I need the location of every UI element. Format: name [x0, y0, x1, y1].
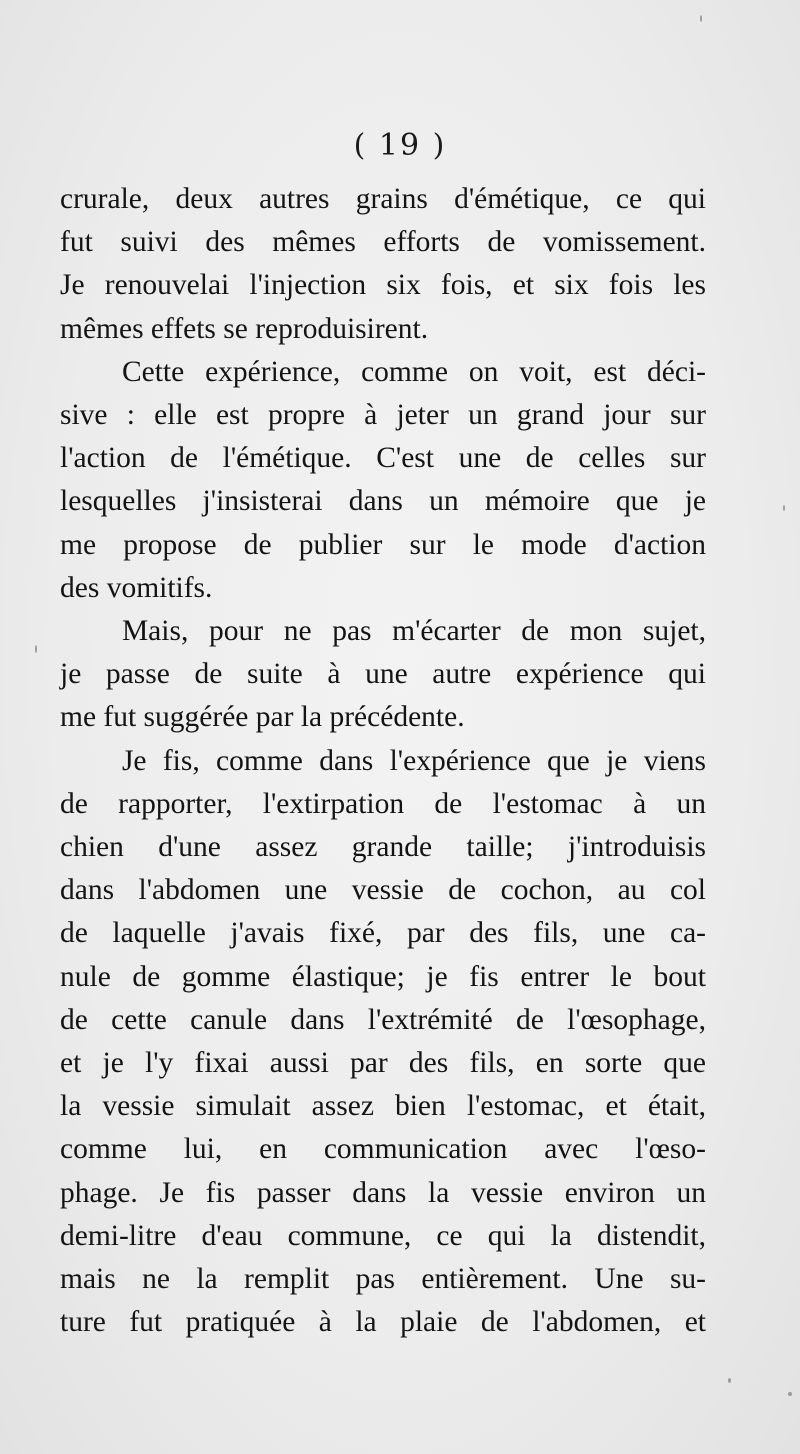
text-line: phage. Je fis passer dans la vessie environ un [60, 1176, 706, 1209]
text-line: de rapporter, l'extirpation de l'estomac à un [60, 787, 706, 820]
paper-speck [728, 1378, 731, 1383]
text-line: Je fis, comme dans l'expérience que je viens [121, 744, 706, 777]
text-line: de laquelle j'avais fixé, par des fils, une ca- [60, 917, 706, 950]
text-line: Mais, pour ne pas m'écarter de mon sujet, [121, 615, 706, 648]
text-line: mais ne la remplit pas entièrement. Une su- [60, 1263, 706, 1296]
text-line: je passe de suite à une autre expérience qui [60, 658, 706, 691]
body-text [60, 178, 706, 1344]
paper-speck [788, 1392, 792, 1396]
text-line: des vomitifs. [60, 571, 213, 604]
page-number: ( 19 ) [353, 128, 447, 163]
paper-speck [35, 645, 37, 653]
paragraph-1 [60, 178, 706, 351]
text-line: crurale, deux autres grains d'émétique, ce qui [60, 183, 706, 215]
text-line: mêmes effets se reproduisirent. [60, 312, 429, 345]
paper-speck [783, 505, 785, 511]
text-line: et je l'y fixai aussi par des fils, en sorte que [60, 1047, 706, 1080]
text-line: lesquelles j'insisterai dans un mémoire que je [60, 485, 706, 518]
text-line: Cette expérience, comme on voit, est déci- [121, 355, 706, 388]
text-line: demi-litre d'eau commune, ce qui la distendit, [60, 1219, 706, 1252]
paragraph-3 [60, 610, 706, 740]
text-line: chien d'une assez grande taille; j'introduisis [60, 831, 706, 864]
text-line: de cette canule dans l'extrémité de l'œsophage, [60, 1003, 706, 1036]
paragraph-2 [60, 351, 706, 610]
text-line: me propose de publier sur le mode d'action [60, 528, 706, 561]
text-line: dans l'abdomen une vessie de cochon, au col [60, 874, 706, 907]
paper-speck [700, 15, 702, 22]
text-line: me fut suggérée par la précédente. [60, 701, 465, 734]
text-line: sive : elle est propre à jeter un grand jour sur [60, 399, 706, 432]
text-line: fut suivi des mêmes efforts de vomissement. [60, 226, 706, 259]
text-line: l'action de l'émétique. C'est une de celles sur [60, 442, 706, 475]
text-line: nule de gomme élastique; je fis entrer le bout [60, 960, 706, 993]
text-line: ture fut pratiquée à la plaie de l'abdomen, et [60, 1306, 706, 1339]
paragraph-4 [60, 740, 706, 1345]
text-line: la vessie simulait assez bien l'estomac, et était, [60, 1090, 706, 1123]
text-line: comme lui, en communication avec l'œso- [60, 1133, 706, 1166]
text-line: Je renouvelai l'injection six fois, et six fois les [60, 269, 706, 302]
